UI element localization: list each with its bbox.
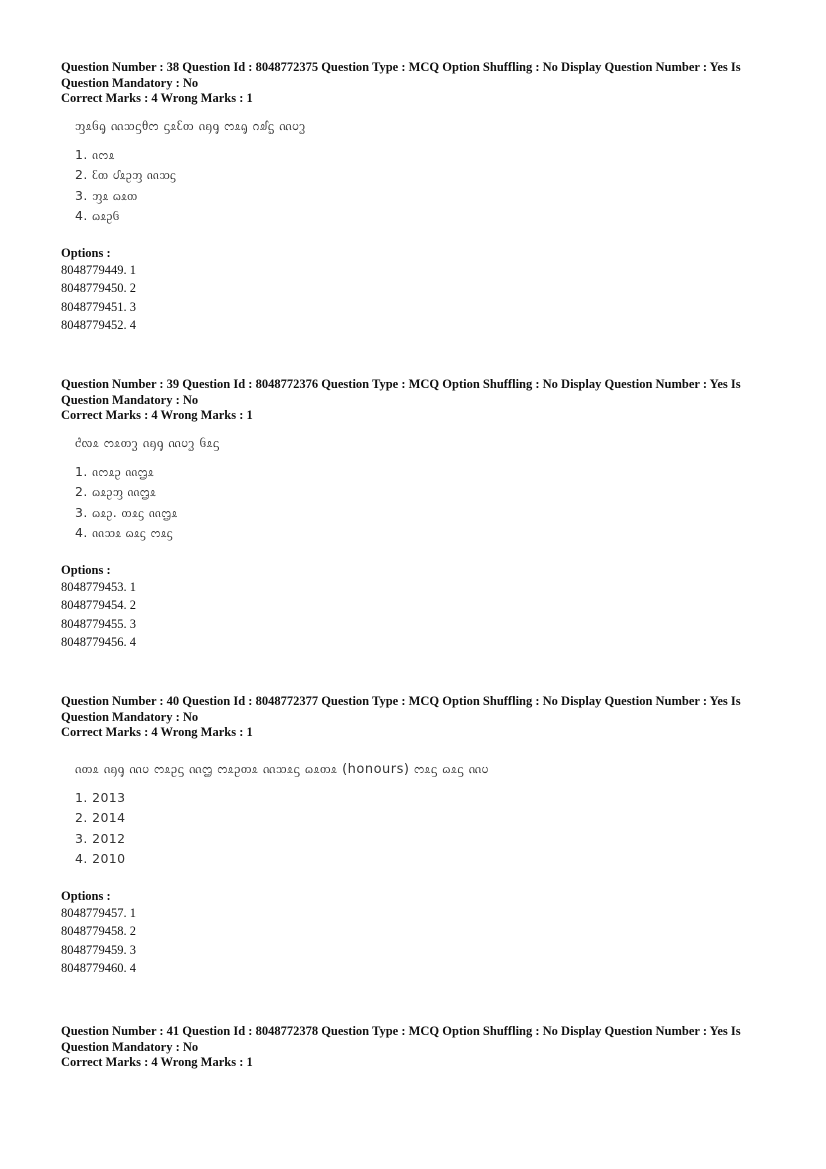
- question-block-39: [61, 377, 761, 652]
- answer-options: [75, 788, 761, 870]
- option-id: 8048779459. 3: [61, 942, 136, 957]
- answer-option: 3. 2012: [75, 830, 126, 846]
- option-id: 8048779457. 1: [61, 905, 136, 920]
- option-id: 8048779454. 2: [61, 598, 136, 612]
- answer-option: 4. ᦒᦸᦳᦑ: [75, 208, 120, 223]
- answer-options: [75, 145, 761, 227]
- question-text: ᦵᦎᦸ ᦵᦏᧁ ᦶᦢ ᦂᦸᦳᦓ ᦶᦗ ᦂᦸᦳᦎᦸ ᦶᦉᦸᦓ ᦒᦸᦎᦸ (honours) ᦂᦸᦓ ᦒᦸᦓ ᦶᦢ: [75, 761, 489, 777]
- answer-option: 1. ᦵᦂᦸ: [75, 146, 115, 162]
- answer-option: 1. ᦵᦂᦸᦳ ᦶᦗᦸ: [75, 463, 154, 479]
- options-label: Options :: [61, 245, 111, 260]
- question-header: Question Number : 38 Question Id : 8048772375 Question Type : MCQ Option Shuffling : No Display Question Number : Yes Is Question Mandatory : No: [61, 60, 741, 90]
- question-block-38: [61, 60, 761, 335]
- question-header: Question Number : 41 Question Id : 8048772378 Question Type : MCQ Option Shuffling : No Display Question Number : Yes Is Question Mandatory : No: [61, 1024, 741, 1054]
- options-label: Options :: [61, 562, 111, 577]
- question-text: ᦺᦟᦸ ᦂᦸᦎᧆ ᦵᦏᧁ ᦶᦢᧆ ᦑᦸᦓ: [75, 435, 220, 451]
- answer-option: 2. 2014: [75, 810, 126, 825]
- question-marks: Correct Marks : 4 Wrong Marks : 1: [61, 725, 253, 739]
- answer-option: 2. ᦷᦎ ᦔᦸᦳᦀ ᦶᦉᦓ: [75, 167, 177, 182]
- option-id: 8048779456. 4: [61, 635, 136, 649]
- question-marks: Correct Marks : 4 Wrong Marks : 1: [61, 408, 253, 422]
- option-id: 8048779449. 1: [61, 262, 136, 277]
- answer-option: 2. ᦒᦸᦳᦀ ᦶᦗᦸ: [75, 484, 157, 499]
- answer-options: [75, 462, 761, 544]
- answer-option: 4. ᦶᦉᦸ ᦒᦸᦓ ᦂᦸᦓ: [75, 525, 174, 540]
- answer-option: 3. ᦀᦸ ᦒᦸᦎ: [75, 187, 138, 203]
- option-id: 8048779451. 3: [61, 299, 136, 314]
- question-marks: Correct Marks : 4 Wrong Marks : 1: [61, 91, 253, 105]
- question-marks: Correct Marks : 4 Wrong Marks : 1: [61, 1055, 253, 1069]
- question-header: Question Number : 40 Question Id : 8048772377 Question Type : MCQ Option Shuffling : No Display Question Number : Yes Is Question Mandatory : No: [61, 694, 741, 724]
- answer-option: 3. ᦒᦸᦳ. ᦎᦸᦓ ᦶᦗᦸ: [75, 504, 178, 520]
- option-id: 8048779450. 2: [61, 281, 136, 295]
- question-block-41: [61, 1024, 761, 1071]
- question-block-40: [61, 694, 761, 978]
- option-id: 8048779458. 2: [61, 924, 136, 938]
- option-id: 8048779455. 3: [61, 616, 136, 631]
- option-id: 8048779453. 1: [61, 579, 136, 594]
- option-id: 8048779460. 4: [61, 961, 136, 975]
- answer-option: 4. 2010: [75, 851, 126, 866]
- question-text: ᦀᦸᦑᧂ ᦶᦉᦓᦲᦂ ᦓᦸᦷᦎ ᦵᦏᧁ ᦂᦸᧂ ᦅᦾᧃ ᦶᦢᧆ: [75, 118, 306, 134]
- options-label: Options :: [61, 888, 111, 903]
- question-header: Question Number : 39 Question Id : 8048772376 Question Type : MCQ Option Shuffling : No Display Question Number : Yes Is Question Mandatory : No: [61, 377, 741, 407]
- option-id: 8048779452. 4: [61, 318, 136, 332]
- answer-option: 1. 2013: [75, 789, 126, 805]
